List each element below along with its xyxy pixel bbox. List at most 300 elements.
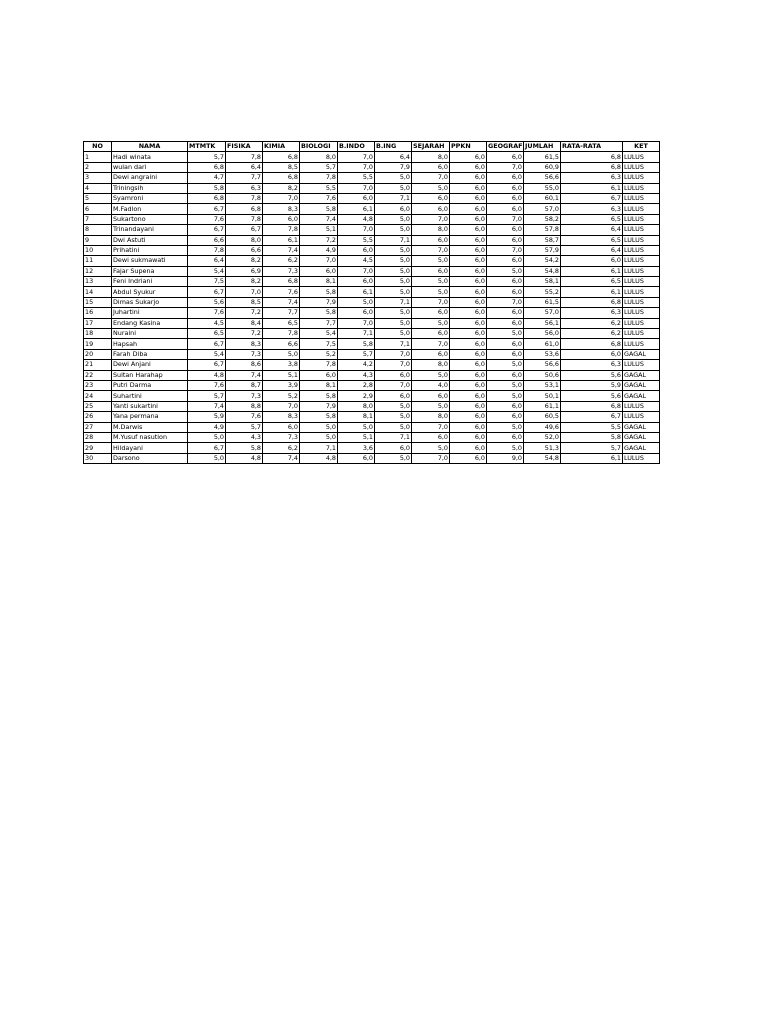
cell-rata-rata: 6,8 [561,152,623,162]
cell-fisika: 4,3 [226,432,263,442]
cell-no: 25 [84,401,112,411]
cell-ket: LULUS [623,235,660,245]
cell-biologi: 7,9 [300,401,338,411]
cell-biologi: 4,8 [300,453,338,463]
table-row [84,443,660,453]
cell-ppkn: 6,0 [450,380,487,390]
table-row [84,173,660,183]
cell-biologi: 5,2 [300,349,338,359]
cell-ppkn: 6,0 [450,391,487,401]
cell-sejarah: 5,0 [412,287,450,297]
col-jumlah: JUMLAH [524,142,561,152]
cell-geograf: 6,0 [487,339,524,349]
cell-b-indo: 6,0 [338,193,375,203]
cell-mtmtk: 4,9 [188,422,226,432]
cell-ppkn: 6,0 [450,453,487,463]
col-bindo: B.INDO [338,142,375,152]
cell-biologi: 8,1 [300,277,338,287]
cell-fisika: 6,4 [226,162,263,172]
table-row [84,370,660,380]
cell-ket: GAGAL [623,391,660,401]
cell-b-ing: 5,0 [375,329,412,339]
cell-no: 16 [84,308,112,318]
cell-no: 30 [84,453,112,463]
cell-rata-rata: 6,7 [561,412,623,422]
table-row [84,287,660,297]
cell-b-ing: 7,1 [375,339,412,349]
cell-b-ing: 5,0 [375,318,412,328]
cell-b-ing: 5,0 [375,453,412,463]
cell-ket: GAGAL [623,443,660,453]
cell-geograf: 6,0 [487,287,524,297]
cell-jumlah: 50,1 [524,391,561,401]
cell-nama: Dewi angraini [112,173,188,183]
cell-kimia: 7,0 [263,193,300,203]
cell-sejarah: 5,0 [412,318,450,328]
cell-biologi: 7,9 [300,297,338,307]
cell-nama: M.Yusuf nasution [112,432,188,442]
col-biologi: BIOLOGI [300,142,338,152]
cell-biologi: 5,8 [300,287,338,297]
cell-nama: Yanti sukartini [112,401,188,411]
cell-fisika: 7,0 [226,287,263,297]
cell-ket: GAGAL [623,349,660,359]
cell-sejarah: 8,0 [412,152,450,162]
col-mtmtk: MTMTK [188,142,226,152]
cell-b-ing: 6,0 [375,391,412,401]
cell-sejarah: 5,0 [412,443,450,453]
cell-b-indo: 5,5 [338,173,375,183]
cell-rata-rata: 6,8 [561,339,623,349]
cell-sejarah: 6,0 [412,308,450,318]
cell-kimia: 7,6 [263,287,300,297]
cell-mtmtk: 7,6 [188,380,226,390]
cell-no: 18 [84,329,112,339]
cell-rata-rata: 6,1 [561,287,623,297]
cell-ket: LULUS [623,225,660,235]
cell-fisika: 6,8 [226,204,263,214]
cell-mtmtk: 5,4 [188,349,226,359]
cell-biologi: 5,1 [300,225,338,235]
cell-geograf: 7,0 [487,245,524,255]
cell-ppkn: 6,0 [450,422,487,432]
cell-mtmtk: 6,8 [188,193,226,203]
cell-b-indo: 5,7 [338,349,375,359]
cell-fisika: 8,7 [226,380,263,390]
cell-geograf: 6,0 [487,235,524,245]
cell-ket: LULUS [623,256,660,266]
table-row [84,391,660,401]
cell-sejarah: 6,0 [412,329,450,339]
cell-rata-rata: 6,0 [561,256,623,266]
cell-ket: LULUS [623,329,660,339]
cell-sejarah: 6,0 [412,235,450,245]
cell-fisika: 7,8 [226,152,263,162]
cell-b-ing: 6,4 [375,152,412,162]
cell-mtmtk: 6,8 [188,162,226,172]
cell-biologi: 5,8 [300,204,338,214]
cell-ppkn: 6,0 [450,152,487,162]
cell-fisika: 4,8 [226,453,263,463]
table-row [84,235,660,245]
cell-sejarah: 8,0 [412,360,450,370]
cell-nama: Feni Indriani [112,277,188,287]
cell-biologi: 7,1 [300,443,338,453]
table-row [84,349,660,359]
cell-b-indo: 4,8 [338,214,375,224]
cell-nama: Putri Darma [112,380,188,390]
cell-jumlah: 50,6 [524,370,561,380]
cell-mtmtk: 5,9 [188,412,226,422]
cell-no: 29 [84,443,112,453]
cell-rata-rata: 6,8 [561,297,623,307]
cell-geograf: 7,0 [487,214,524,224]
cell-sejarah: 4,0 [412,380,450,390]
cell-kimia: 6,2 [263,443,300,453]
cell-rata-rata: 6,3 [561,173,623,183]
cell-b-indo: 7,0 [338,266,375,276]
cell-biologi: 5,8 [300,391,338,401]
cell-ket: GAGAL [623,370,660,380]
cell-b-indo: 5,5 [338,235,375,245]
cell-ppkn: 6,0 [450,339,487,349]
cell-b-indo: 6,0 [338,308,375,318]
cell-jumlah: 58,7 [524,235,561,245]
cell-nama: Hapsah [112,339,188,349]
cell-ket: GAGAL [623,422,660,432]
cell-geograf: 5,0 [487,391,524,401]
cell-biologi: 6,0 [300,370,338,380]
cell-kimia: 8,3 [263,204,300,214]
table-row [84,256,660,266]
cell-geograf: 5,0 [487,360,524,370]
cell-b-ing: 7,0 [375,349,412,359]
cell-jumlah: 56,0 [524,329,561,339]
header-row [84,142,660,152]
cell-geograf: 6,0 [487,318,524,328]
cell-jumlah: 54,8 [524,266,561,276]
cell-ket: LULUS [623,204,660,214]
cell-no: 1 [84,152,112,162]
cell-geograf: 6,0 [487,432,524,442]
cell-jumlah: 60,9 [524,162,561,172]
cell-ket: LULUS [623,318,660,328]
cell-nama: Hildayani [112,443,188,453]
cell-sejarah: 6,0 [412,391,450,401]
cell-biologi: 4,9 [300,245,338,255]
cell-b-indo: 5,8 [338,339,375,349]
cell-no: 17 [84,318,112,328]
cell-ppkn: 6,0 [450,308,487,318]
cell-no: 14 [84,287,112,297]
cell-jumlah: 55,0 [524,183,561,193]
cell-ppkn: 6,0 [450,401,487,411]
cell-geograf: 6,0 [487,225,524,235]
cell-no: 5 [84,193,112,203]
cell-no: 15 [84,297,112,307]
cell-ket: LULUS [623,401,660,411]
cell-kimia: 6,8 [263,173,300,183]
cell-ket: LULUS [623,193,660,203]
cell-b-ing: 5,0 [375,214,412,224]
cell-sejarah: 7,0 [412,173,450,183]
cell-b-indo: 8,0 [338,401,375,411]
cell-rata-rata: 5,9 [561,380,623,390]
cell-rata-rata: 5,8 [561,432,623,442]
table-row [84,453,660,463]
cell-nama: Yana permana [112,412,188,422]
table-row [84,245,660,255]
cell-geograf: 6,0 [487,412,524,422]
cell-b-indo: 5,0 [338,297,375,307]
cell-kimia: 3,9 [263,380,300,390]
cell-no: 11 [84,256,112,266]
cell-rata-rata: 6,4 [561,245,623,255]
cell-b-ing: 7,1 [375,193,412,203]
cell-ket: LULUS [623,412,660,422]
cell-b-ing: 5,0 [375,401,412,411]
cell-b-indo: 2,9 [338,391,375,401]
cell-ppkn: 6,0 [450,349,487,359]
cell-b-ing: 5,0 [375,287,412,297]
cell-jumlah: 55,2 [524,287,561,297]
cell-biologi: 7,2 [300,235,338,245]
cell-sejarah: 7,0 [412,297,450,307]
cell-jumlah: 58,2 [524,214,561,224]
cell-b-indo: 7,0 [338,162,375,172]
cell-ppkn: 6,0 [450,256,487,266]
cell-sejarah: 5,0 [412,256,450,266]
cell-rata-rata: 6,2 [561,318,623,328]
cell-ppkn: 6,0 [450,173,487,183]
table-row [84,297,660,307]
cell-fisika: 7,3 [226,391,263,401]
grades-table [83,141,660,464]
cell-rata-rata: 6,2 [561,329,623,339]
cell-ppkn: 6,0 [450,443,487,453]
cell-no: 23 [84,380,112,390]
table-row [84,422,660,432]
cell-rata-rata: 6,4 [561,225,623,235]
cell-jumlah: 56,6 [524,173,561,183]
cell-geograf: 6,0 [487,193,524,203]
cell-biologi: 5,8 [300,412,338,422]
cell-sejarah: 5,0 [412,370,450,380]
cell-sejarah: 5,0 [412,401,450,411]
col-geograf: GEOGRAF [488,142,523,151]
table-row [84,204,660,214]
cell-ket: LULUS [623,297,660,307]
cell-fisika: 7,6 [226,412,263,422]
cell-b-indo: 8,1 [338,412,375,422]
cell-fisika: 7,8 [226,214,263,224]
cell-fisika: 6,3 [226,183,263,193]
cell-jumlah: 56,1 [524,318,561,328]
cell-biologi: 6,0 [300,266,338,276]
cell-mtmtk: 5,8 [188,183,226,193]
cell-rata-rata: 6,1 [561,183,623,193]
cell-rata-rata: 6,0 [561,349,623,359]
cell-sejarah: 6,0 [412,193,450,203]
cell-sejarah: 7,0 [412,453,450,463]
cell-kimia: 7,4 [263,297,300,307]
cell-no: 26 [84,412,112,422]
cell-ket: LULUS [623,214,660,224]
cell-no: 9 [84,235,112,245]
cell-kimia: 7,4 [263,453,300,463]
cell-kimia: 7,4 [263,245,300,255]
cell-kimia: 5,1 [263,370,300,380]
cell-ket: LULUS [623,339,660,349]
cell-no: 28 [84,432,112,442]
cell-fisika: 8,6 [226,360,263,370]
cell-mtmtk: 5,4 [188,266,226,276]
table-row [84,380,660,390]
cell-ket: LULUS [623,277,660,287]
cell-fisika: 8,2 [226,277,263,287]
cell-ppkn: 6,0 [450,277,487,287]
table-row [84,183,660,193]
cell-jumlah: 54,8 [524,453,561,463]
cell-kimia: 7,0 [263,401,300,411]
table-row [84,308,660,318]
cell-biologi: 8,0 [300,152,338,162]
cell-nama: Sultan Harahap [112,370,188,380]
cell-jumlah: 61,5 [524,297,561,307]
cell-nama: Farah Diba [112,349,188,359]
cell-b-indo: 4,5 [338,256,375,266]
cell-biologi: 5,8 [300,308,338,318]
cell-geograf: 6,0 [487,183,524,193]
cell-nama: Hadi winata [112,152,188,162]
cell-biologi: 7,5 [300,339,338,349]
cell-mtmtk: 5,7 [188,152,226,162]
cell-nama: Dewi Anjani [112,360,188,370]
cell-ket: LULUS [623,266,660,276]
cell-mtmtk: 6,7 [188,360,226,370]
cell-nama: wulan dari [112,162,188,172]
col-ket: KET [623,142,660,152]
cell-geograf: 6,0 [487,401,524,411]
cell-b-indo: 5,1 [338,432,375,442]
cell-no: 7 [84,214,112,224]
cell-kimia: 5,0 [263,349,300,359]
cell-b-indo: 7,0 [338,183,375,193]
cell-fisika: 8,4 [226,318,263,328]
table-row [84,225,660,235]
cell-rata-rata: 6,7 [561,193,623,203]
cell-nama: Triningsih [112,183,188,193]
cell-b-ing: 7,0 [375,380,412,390]
cell-rata-rata: 5,6 [561,391,623,401]
cell-ppkn: 6,0 [450,162,487,172]
cell-kimia: 8,3 [263,412,300,422]
cell-mtmtk: 6,6 [188,235,226,245]
cell-biologi: 5,0 [300,422,338,432]
cell-mtmtk: 7,5 [188,277,226,287]
cell-kimia: 7,8 [263,329,300,339]
cell-sejarah: 6,0 [412,162,450,172]
cell-no: 13 [84,277,112,287]
cell-b-ing: 7,9 [375,162,412,172]
cell-nama: Dwi Astuti [112,235,188,245]
cell-nama: Abdul Syukur [112,287,188,297]
cell-no: 22 [84,370,112,380]
cell-biologi: 7,7 [300,318,338,328]
cell-jumlah: 60,1 [524,193,561,203]
table-row [84,318,660,328]
cell-sejarah: 7,0 [412,214,450,224]
cell-mtmtk: 6,7 [188,443,226,453]
cell-jumlah: 53,1 [524,380,561,390]
cell-fisika: 8,0 [226,235,263,245]
cell-b-ing: 6,0 [375,443,412,453]
cell-geograf: 9,0 [487,453,524,463]
cell-biologi: 5,5 [300,183,338,193]
cell-ppkn: 6,0 [450,360,487,370]
cell-nama: Suhartini [112,391,188,401]
cell-b-ing: 5,0 [375,183,412,193]
cell-no: 21 [84,360,112,370]
cell-b-ing: 7,1 [375,235,412,245]
table-row [84,162,660,172]
cell-b-ing: 5,0 [375,266,412,276]
cell-biologi: 7,6 [300,193,338,203]
cell-kimia: 6,5 [263,318,300,328]
cell-biologi: 7,8 [300,360,338,370]
cell-jumlah: 53,6 [524,349,561,359]
cell-ket: LULUS [623,183,660,193]
col-fisika: FISIKA [226,142,263,152]
cell-ket: GAGAL [623,380,660,390]
cell-no: 4 [84,183,112,193]
cell-ppkn: 6,0 [450,370,487,380]
cell-ppkn: 6,0 [450,287,487,297]
table-row [84,360,660,370]
col-bing: B.ING [375,142,412,152]
cell-nama: Darsono [112,453,188,463]
cell-ppkn: 6,0 [450,214,487,224]
cell-ppkn: 6,0 [450,183,487,193]
cell-no: 6 [84,204,112,214]
cell-rata-rata: 6,1 [561,453,623,463]
cell-mtmtk: 7,6 [188,214,226,224]
cell-b-ing: 5,0 [375,225,412,235]
cell-geograf: 6,0 [487,308,524,318]
cell-ppkn: 6,0 [450,193,487,203]
cell-biologi: 7,8 [300,173,338,183]
cell-rata-rata: 5,5 [561,422,623,432]
col-sejarah: SEJARAH [412,142,450,152]
cell-sejarah: 6,0 [412,349,450,359]
cell-geograf: 6,0 [487,152,524,162]
cell-mtmtk: 6,7 [188,287,226,297]
cell-jumlah: 57,9 [524,245,561,255]
cell-nama: Dewi sukmawati [112,256,188,266]
cell-ppkn: 6,0 [450,245,487,255]
cell-geograf: 6,0 [487,277,524,287]
cell-jumlah: 49,6 [524,422,561,432]
cell-kimia: 6,8 [263,152,300,162]
cell-kimia: 6,6 [263,339,300,349]
cell-fisika: 5,7 [226,422,263,432]
cell-ppkn: 6,0 [450,266,487,276]
cell-b-ing: 5,0 [375,277,412,287]
cell-mtmtk: 6,7 [188,339,226,349]
cell-nama: Nuraini [112,329,188,339]
cell-b-ing: 6,0 [375,204,412,214]
cell-geograf: 6,0 [487,173,524,183]
